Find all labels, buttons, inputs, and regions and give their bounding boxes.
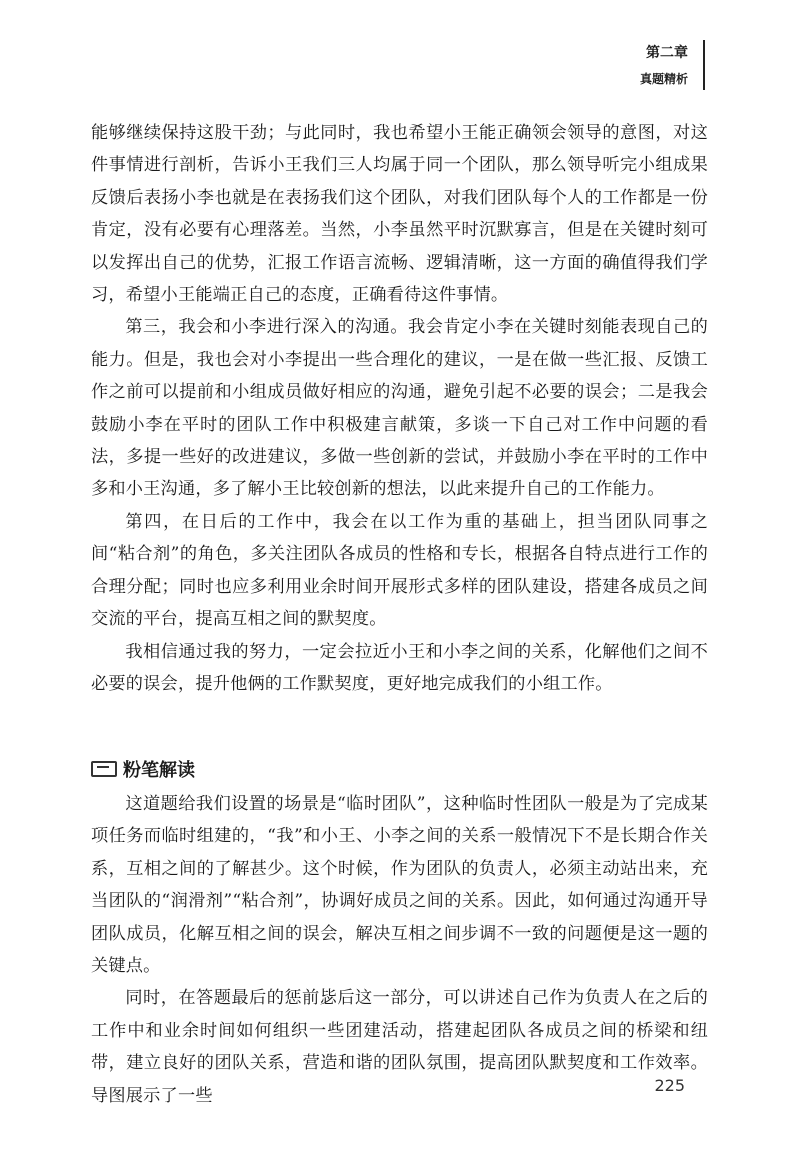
analysis-title: 粉笔解读 bbox=[123, 760, 195, 781]
analysis-paragraph: 同时，在答题最后的惩前毖后这一部分，可以讲述自己作为负责人在之后的工作中和业余时间如何组织一些团建活动，搭建起团队各成员之间的桥梁和纽带，建立良好的团队关系，营造和谐的团队氛围，提高团队默契度和工作效率。导图展示了一些 bbox=[91, 988, 708, 1106]
page-number: 225 bbox=[654, 1076, 685, 1095]
paragraph-continued: 能够继续保持这股干劲；与此同时，我也希望小王能正确领会领导的意图，对这件事情进行剖析，告诉小王我们三人均属于同一个团队，那么领导听完小组成果反馈后表扬小李也就是在表扬我们这个团队，对我们团队每个人的工作都是一份肯定，没有必要有心理落差。当然，小李虽然平时沉默寡言，但是在关键时刻可以发挥出自己的优势，汇报工作语言流畅、逻辑清晰，这一方面的确值得我们学习，希望小王能端正自己的态度，正确看待这件事情。 bbox=[91, 123, 708, 306]
paragraph-conclusion: 我相信通过我的努力，一定会拉近小王和小李之间的关系，化解他们之间不必要的误会，提升他俩的工作默契度，更好地完成我们的小组工作。 bbox=[91, 641, 708, 694]
header-divider bbox=[703, 40, 705, 90]
running-header bbox=[640, 40, 688, 92]
paragraph-fourth-point: 第四，在日后的工作中，我会在以工作为重的基础上，担当团队同事之间“粘合剂”的角色，多关注团队各成员的性格和专长，根据各自特点进行工作的合理分配；同时也应多利用业余时间开展形式多样的团队建设，搭建各成员之间交流的平台，提高互相之间的默契度。 bbox=[91, 511, 708, 630]
section-label: 真题精析 bbox=[639, 72, 688, 86]
chalk-pen-icon bbox=[91, 761, 117, 777]
chapter-label: 第二章 bbox=[646, 45, 688, 61]
analysis-heading bbox=[91, 756, 195, 782]
main-text bbox=[91, 117, 708, 700]
paragraph-third-point: 第三，我会和小李进行深入的沟通。我会肯定小李在关键时刻能表现自己的能力。但是，我也会对小李提出一些合理化的建议，一是在做一些汇报、反馈工作之前可以提前和小组成员做好相应的沟通，避免引起不必要的误会；二是我会鼓励小李在平时的团队工作中积极建言献策，多谈一下自己对工作中问题的看法，多提一些好的改进建议，多做一些创新的尝试，并鼓励小李在平时的工作中多和小王沟通，多了解小王比较创新的想法，以此来提升自己的工作能力。 bbox=[91, 317, 708, 500]
analysis-paragraph: 这道题给我们设置的场景是“临时团队”，这种临时性团队一般是为了完成某项任务而临时组建的，“我”和小王、小李之间的关系一般情况下不是长期合作关系，互相之间的了解甚少。这个时候，作为团队的负责人，必须主动站出来，充当团队的“润滑剂”“粘合剂”，协调好成员之间的关系。因此，如何通过沟通开导团队成员，化解互相之间的误会，解决互相之间步调不一致的问题便是这一题的关键点。 bbox=[91, 794, 708, 977]
analysis-text bbox=[91, 788, 708, 1112]
